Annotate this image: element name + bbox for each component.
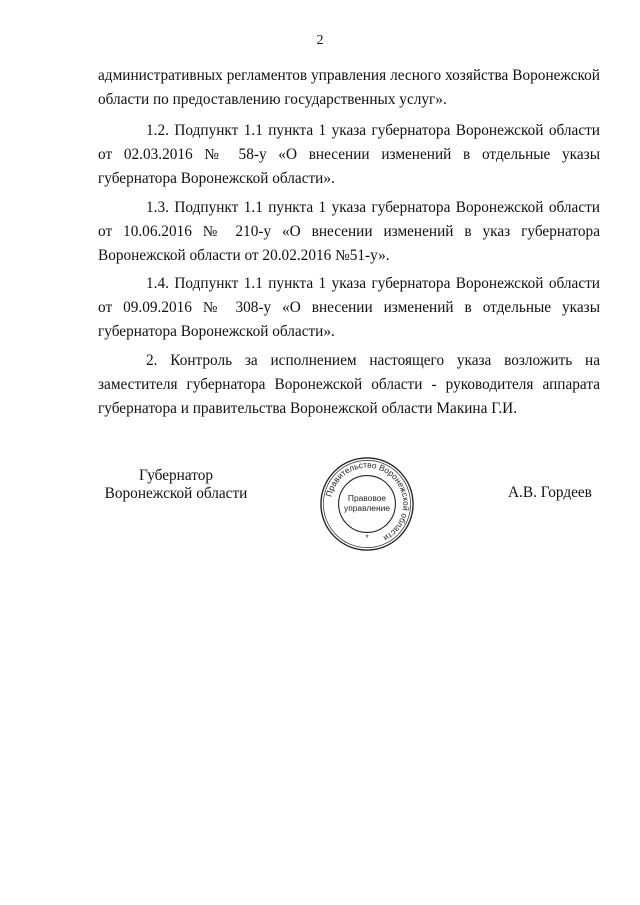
paragraph-1-3: 1.3. Подпункт 1.1 пункта 1 указа губернатора Воронежской области от 10.06.2016 № 210-у «О внесении изменений в указ губернатора Воронежской области от 20.02.2016 №51-у». [98, 199, 600, 264]
paragraph-2: 2. Контроль за исполнением настоящего указа возложить на заместителя губернатора Воронежской области - руководителя аппарата губернатора и правительства Воронежской области Макина Г.И. [98, 352, 600, 417]
paragraph-1-4: 1.4. Подпункт 1.1 пункта 1 указа губернатора Воронежской области от 09.09.2016 № 308-у «О внесении изменений в отдельные указы губернатора Воронежской области». [98, 275, 600, 340]
stamp-star: * [365, 533, 369, 543]
paragraph-1-2: 1.2. Подпункт 1.1 пункта 1 указа губернатора Воронежской области от 02.03.2016 № 58-у «О внесении изменений в отдельные указы губернатора Воронежской области». [98, 122, 600, 187]
stamp-ring-text: Правительство Воронежской области [323, 459, 412, 544]
stamp-center-line2: управление [344, 502, 390, 513]
stamp-center-line1: Правовое [347, 493, 387, 504]
paragraph-continuation: административных регламентов управления лесного хозяйства Воронежской области по предоставлению государственных услуг». [98, 67, 600, 108]
signatory-title-line1: Губернатор [138, 467, 214, 484]
signatory-name: А.В. Гордеев [508, 484, 592, 501]
signatory-title [96, 467, 256, 503]
page-number: 2 [316, 33, 324, 48]
signatory-title-line2: Воронежской области [104, 485, 248, 502]
official-stamp [318, 455, 416, 553]
